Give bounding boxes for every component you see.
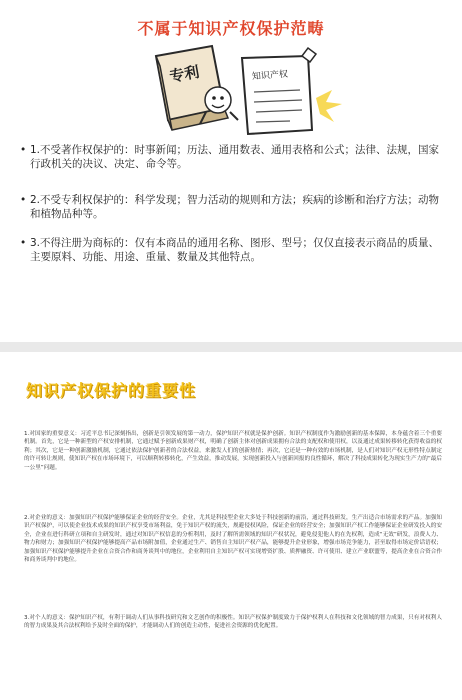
paragraph-national-significance: 1.对国家的重要意义：习近平总书记深刻指出，创新是引领发展的第一动力，保护知识产权就是保护创新。知识产权制度作为激励创新的基本保障，本身蕴含着三个重要机制。首先，它是一种新型的产权安排机制，它通过赋予创新成果财产权，明确了创新主体对创新成果拥有合法的支配权和使用权，以及通过成果转移转化获得收益的权利；其次，它是一种创新激励机制，它通过依法保护创新者的合法权益，来激发人们的创新热情；再次，它还是一种有效的市场机制，是人们对知识产权无形性特点制定的许可转让规则，使知识产权在市场环境下，可以顺利转移转化，产生效益，推动发展，实现创新投入与创新回报的良性循环，解决了科技成果转化为现实生产力的“最后一公里”问题。 <box>24 431 442 471</box>
ip-document <box>242 48 316 134</box>
bullet-patent-exclusions <box>20 193 445 221</box>
slide2-title: 知识产权保护的重要性 <box>26 381 197 400</box>
bullet-dot: • <box>20 194 27 206</box>
bullet-text: 3.不得注册为商标的：仅有本商品的通用名称、图形、型号；仅仅直接表示商品的质量、主要原料、功能、用途、重量、数量及其他特点。 <box>30 237 440 263</box>
yellow-splash <box>316 90 342 122</box>
slide-non-ip-scope <box>0 0 462 342</box>
book-label: 专利 <box>168 62 201 86</box>
bullet-text: 1.不受著作权保护的：时事新闻；历法、通用数表、通用表格和公式；法律、法规，国家行政机关的决议、决定、命令等。 <box>30 144 440 170</box>
cartoon-illustration <box>120 38 360 138</box>
bullet-dot: • <box>20 237 27 249</box>
paragraph-personal-significance: 3.对个人的意义：保护知识产权，有利于调动人们从事科技研究和文艺创作的积极性。知识产权保护制度致力于保护权利人在科技和文化领域的智力成果，只有对权利人的智力成果及其合法权利给予及时全面的保护，才能调动人们的创造主动性，促进社会资源的优化配置。 <box>24 615 442 630</box>
paragraph-enterprise-significance: 2.对企业的意义：加强知识产权保护能够保证企业的经营安全。企业，尤其是科技型企业大多处于科技创新的前沿，通过科技研发，生产出适合市场需求的产品。加强知识产权保护，可以使企业技术成果的知识产权享受市场利益，免于知识产权的流失，规避侵权风险，保证企业的经营安全；加强知识产权工作能够保证企业研发投入的安全，企业在进行科研立项和自主研发时，通过对知识产权信息的分析利用，及时了解所需领域的知识产权状况，避免侵犯他人的在先权利，造成“无效”研发，浪费人力、物力和财力；加强知识产权保护能够提高产品市场附加值，企业通过生产、销售自主知识产权产品，能够提升企业形象，增强市场竞争能力，甚至取得市场定价话语权；加强知识产权保护能够提升企业在合资合作和商务谈判中的地位，企业利用自主知识产权可实现增资扩股、质押融资、许可使用、建立产业联盟等，提高企业在合资合作和商务谈判中的地位。 <box>24 515 442 564</box>
bullet-dot: • <box>20 144 27 156</box>
slide-ip-importance <box>0 352 462 700</box>
slide1-title: 不属于知识产权保护范畴 <box>137 19 325 38</box>
bullet-trademark-exclusions <box>20 236 445 264</box>
bullet-text: 2.不受专利权保护的：科学发现；智力活动的规则和方法；疾病的诊断和治疗方法；动物和植物品种等。 <box>30 194 440 220</box>
bullet-copyright-exclusions <box>20 143 445 171</box>
paper-label: 知识产权 <box>251 69 289 83</box>
